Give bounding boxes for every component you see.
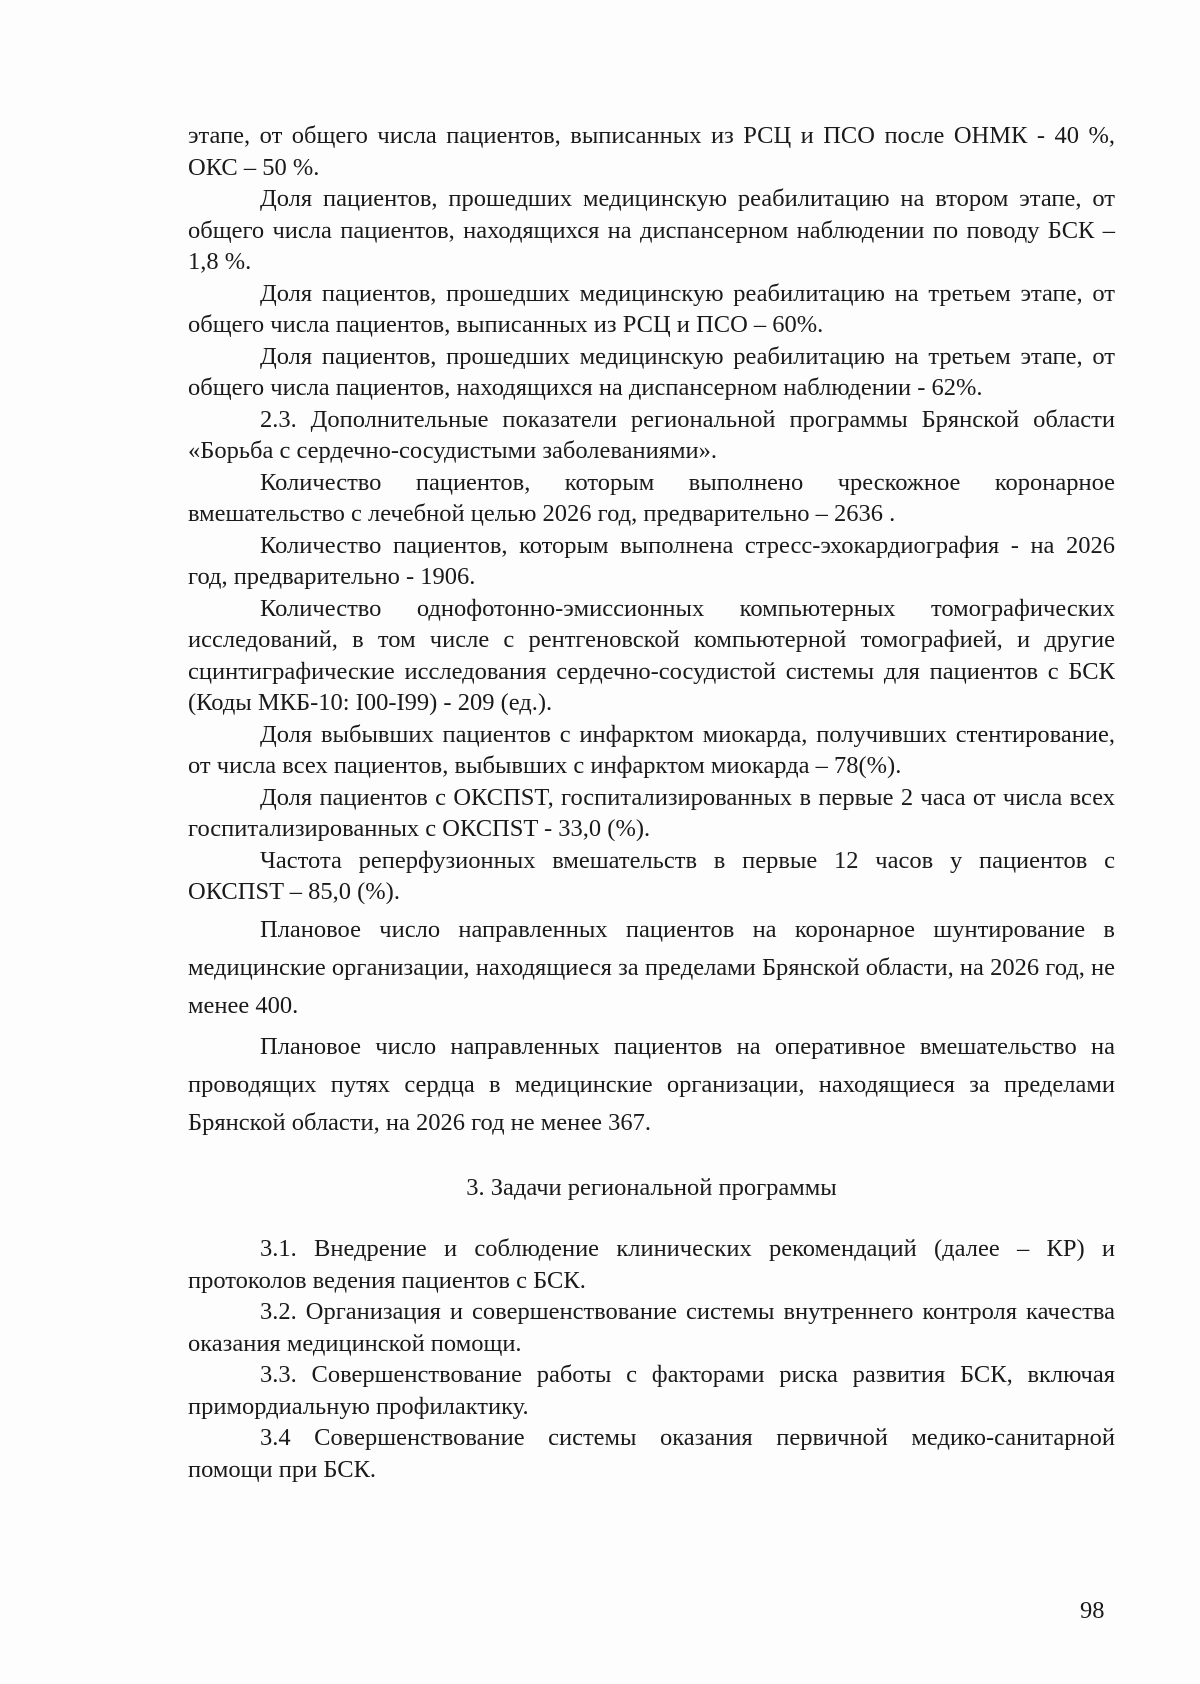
paragraph-reperfusion-rate: Частота реперфузионных вмешательств в первые 12 часов у пациентов с ОКСПST – 85,0 (%). [188,846,1115,905]
paragraph-pci-count: Количество пациентов, которым выполнено чрескожное коронарное вмешательство с лечебной целью 2026 год, предварительно – 2636 . [188,468,1115,527]
task-item: 3.4 Совершенствование системы оказания первичной медико-санитарной помощи при БСК. [188,1424,1115,1483]
paragraph-rehab-stage-3-dispensary: Доля пациентов, прошедших медицинскую реабилитацию на третьем этапе, от общего числа пациентов, находящихся на диспансерном наблюдении - 62%. [188,342,1115,401]
paragraph-cabg-referrals: Плановое число направленных пациентов на коронарное шунтирование в медицинские организации, находящиеся за пределами Брянской области, на 2026 год, не менее 400. [188,915,1115,1019]
task-item: 3.3. Совершенствование работы с факторами риска развития БСК, включая примордиальную профилактику. [188,1361,1115,1420]
paragraph-stenting-share: Доля выбывших пациентов с инфарктом миокарда, получивших стентирование, от числа всех пациентов, выбывших с инфарктом миокарда – 78(%). [188,720,1115,779]
paragraph-rehab-stage-2-dispensary: Доля пациентов, прошедших медицинскую реабилитацию на втором этапе, от общего числа пациентов, находящихся на диспансерном наблюдении по поводу БСК – 1,8 %. [188,185,1115,275]
paragraph-rehab-stage-2-discharged: этапе, от общего числа пациентов, выписанных из РСЦ и ПСО после ОНМК - 40 %, ОКС – 50 %. [188,122,1115,181]
paragraph-hospitalization-share: Доля пациентов с ОКСПST, госпитализированных в первые 2 часа от числа всех госпитализированных с ОКСПST - 33,0 (%). [188,783,1115,842]
task-item: 3.2. Организация и совершенствование системы внутреннего контроля качества оказания медицинской помощи. [188,1298,1115,1357]
section-heading: 3. Задачи региональной программы [466,1173,837,1201]
page-number: 98 [1080,1597,1105,1624]
task-item: 3.1. Внедрение и соблюдение клинических рекомендаций (далее – КР) и протоколов ведения пациентов с БСК. [188,1235,1115,1294]
paragraph-rehab-stage-3-discharged: Доля пациентов, прошедших медицинскую реабилитацию на третьем этапе, от общего числа пациентов, выписанных из РСЦ и ПСО – 60%. [188,279,1115,338]
paragraph-conduction-surgery-referrals: Плановое число направленных пациентов на оперативное вмешательство на проводящих путях сердца в медицинские организации, находящиеся за пределами Брянской области, на 2026 год не менее 367. [188,1032,1115,1136]
paragraph-stress-echo-count: Количество пациентов, которым выполнена стресс-эхокардиография - на 2026 год, предварительно - 1906. [188,531,1115,590]
paragraph-spect-count: Количество однофотонно-эмиссионных компьютерных томографических исследований, в том числе с рентгеновской компьютерной томографией, и другие сцинтиграфические исследования сердечно-сосудистой системы для пациентов с БСК (Коды МКБ-10: I00-I99) - 209 (ед.). [188,594,1115,716]
paragraph-additional-indicators: 2.3. Дополнительные показатели региональной программы Брянской области «Борьба с сердечно-сосудистыми заболеваниями». [188,405,1115,464]
document-body [188,120,1115,1485]
